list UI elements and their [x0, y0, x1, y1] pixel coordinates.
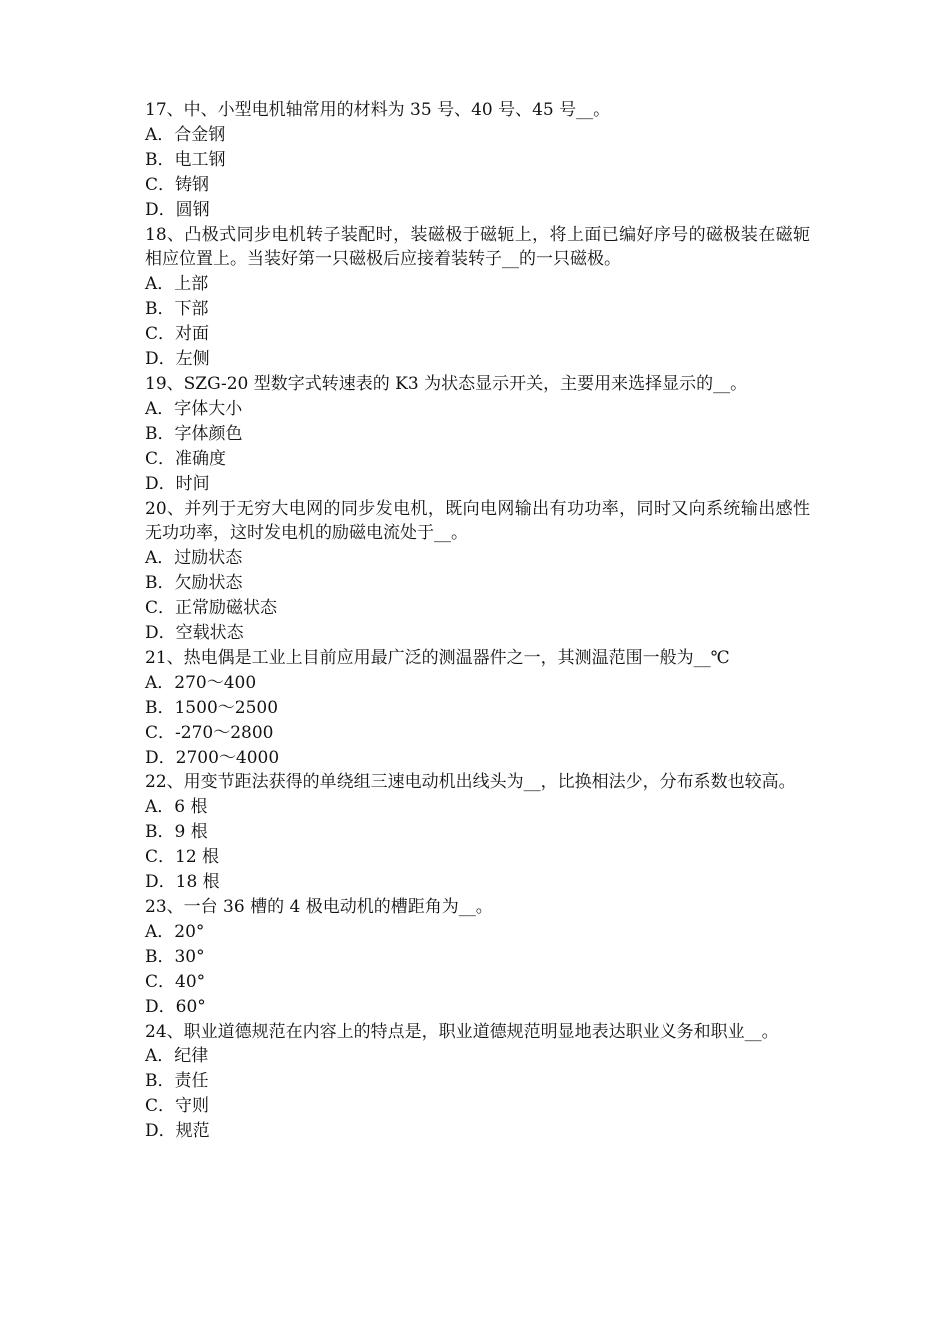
question-22 [145, 770, 810, 895]
option-c: C．准确度 [145, 448, 227, 469]
option-b: B．30° [145, 946, 205, 967]
question-23 [145, 895, 810, 1020]
option-d: D．60° [145, 996, 206, 1017]
option-b: B．下部 [145, 299, 209, 320]
option-d: D．规范 [145, 1121, 210, 1142]
option-a: A．合金钢 [145, 124, 226, 145]
option-a: A．纪律 [145, 1046, 209, 1067]
option-b: B．电工钢 [145, 149, 226, 170]
option-b: B．欠励状态 [145, 573, 243, 594]
question-20 [145, 497, 810, 646]
question-text: 24、职业道德规范在内容上的特点是，职业道德规范明显地表达职业义务和职业__。 [145, 1021, 779, 1042]
question-21 [145, 646, 810, 771]
question-18 [145, 223, 810, 372]
question-text: 17、中、小型电机轴常用的材料为 35 号、40 号、45 号__。 [145, 100, 611, 120]
option-a: A．20° [145, 921, 205, 942]
option-a: A．字体大小 [145, 398, 243, 419]
option-b: B．责任 [145, 1071, 209, 1092]
option-d: D．2700～4000 [145, 747, 280, 768]
question-text: 19、SZG-20 型数字式转速表的 K3 为状态显示开关，主要用来选择显示的__。 [145, 373, 748, 394]
option-d: D．圆钢 [145, 199, 210, 220]
question-text: 20、并列于无穷大电网的同步发电机，既向电网输出有功功率，同时又向系统输出感性无功功率，这时发电机的励磁电流处于__。 [145, 498, 810, 544]
question-24 [145, 1020, 810, 1145]
question-text: 18、凸极式同步电机转子装配时，装磁极于磁轭上，将上面已编好序号的磁极装在磁轭相应位置上。当装好第一只磁极后应接着装转子__的一只磁极。 [145, 224, 810, 270]
option-a: A．6 根 [145, 797, 208, 818]
option-c: C．守则 [145, 1096, 210, 1117]
option-a: A．过励状态 [145, 548, 243, 569]
option-a: A．270～400 [145, 672, 257, 693]
option-d: D．左侧 [145, 349, 210, 370]
option-a: A．上部 [145, 274, 209, 295]
option-c: C．-270～2800 [145, 722, 274, 743]
option-b: B．字体颜色 [145, 423, 243, 444]
option-c: C．对面 [145, 324, 210, 345]
option-d: D．18 根 [145, 872, 220, 893]
question-19 [145, 372, 810, 497]
question-text: 23、一台 36 槽的 4 极电动机的槽距角为__。 [145, 897, 493, 917]
option-b: B．1500～2500 [145, 697, 279, 718]
option-c: C．40° [145, 971, 206, 992]
option-c: C．12 根 [145, 847, 220, 868]
option-d: D．空载状态 [145, 623, 244, 644]
option-b: B．9 根 [145, 822, 208, 843]
question-17 [145, 98, 810, 223]
option-c: C．正常励磁状态 [145, 598, 278, 619]
option-d: D．时间 [145, 473, 210, 494]
question-text: 22、用变节距法获得的单绕组三速电动机出线头为__，比换相法少，分布系数也较高。 [145, 772, 796, 793]
question-text: 21、热电偶是工业上目前应用最广泛的测温器件之一，其测温范围一般为__℃ [145, 647, 730, 668]
document-page [145, 98, 810, 1144]
option-c: C．铸钢 [145, 174, 210, 195]
